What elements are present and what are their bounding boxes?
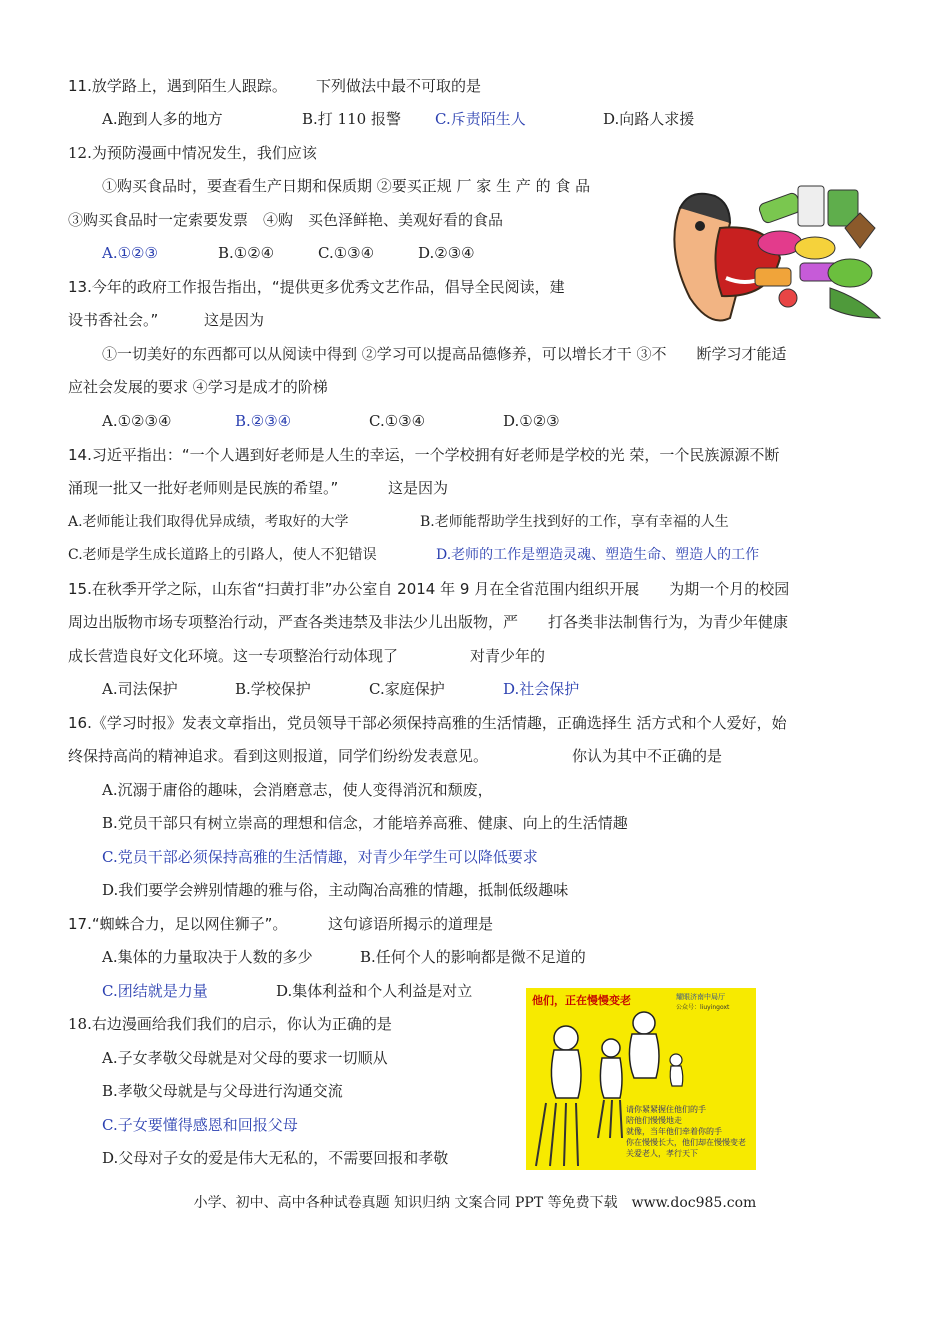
- q17-option-d: D.集体利益和个人利益是对立: [276, 982, 473, 1000]
- q17-option-b: B.任何个人的影响都是微不足道的: [360, 948, 586, 966]
- cartoon-caption-3: 就像，当年他们牵着你的手: [626, 1127, 722, 1136]
- q17-option-c: C.团结就是力量: [102, 982, 208, 1000]
- cartoon-caption-2: 陪他们慢慢地走: [626, 1116, 682, 1125]
- q12-option-d: D.②③④: [418, 244, 475, 262]
- q12-option-a: A.①②③: [102, 244, 158, 262]
- cartoon-account: 公众号：liuyingoxt: [676, 1004, 730, 1011]
- q14-option-a: A.老师能让我们取得优异成绩，考取好的大学: [68, 514, 349, 530]
- page-footer: 小学、初中、高中各种试卷真题 知识归纳 文案合同 PPT 等免费下载 www.doc985.com: [193, 1195, 757, 1211]
- cartoon-caption: [626, 1104, 746, 1159]
- q15-option-a: A.司法保护: [102, 680, 178, 698]
- cartoon-caption-4: 你在慢慢长大，他们却在慢慢变老: [626, 1138, 746, 1147]
- cartoon-brand: 耀眼济南中局厅: [676, 993, 725, 1001]
- q12-option-c: C.①③④: [318, 244, 375, 262]
- q15-option-b: B.学校保护: [235, 680, 311, 698]
- q13-option-b: B.②③④: [235, 412, 292, 430]
- q13-option-c: C.①③④: [369, 412, 426, 430]
- q13-option-d: D.①②③: [503, 412, 560, 430]
- cartoon-title: 他们，正在慢慢变老: [532, 994, 631, 1007]
- aging-parents-cartoon: [526, 988, 756, 1170]
- q11-stem-a: 11.放学路上，遇到陌生人跟踪。: [68, 77, 287, 95]
- q11-option-b: B.打 110 报警: [302, 110, 401, 128]
- q13-option-a: A.①②③④: [102, 412, 172, 430]
- q14-option-b: B.老师能帮助学生找到好的工作，享有幸福的人生: [420, 514, 729, 530]
- cartoon-caption-1: 请你紧紧握住他们的手: [626, 1105, 706, 1114]
- q11-stem-b: 下列做法中最不可取的是: [316, 77, 482, 95]
- q11-option-c: C.斥责陌生人: [435, 110, 526, 128]
- q15-option-c: C.家庭保护: [369, 680, 445, 698]
- food-safety-cartoon: [660, 168, 888, 340]
- food-safety-cartoon-drawing: [660, 168, 888, 340]
- cartoon-caption-5: 关爱老人，孝行天下: [626, 1149, 698, 1158]
- q11-option-d: D.向路人求援: [603, 110, 695, 128]
- q12-option-b: B.①②④: [218, 244, 275, 262]
- q14-option-d: D.老师的工作是塑造灵魂、塑造生命、塑造人的工作: [436, 547, 760, 563]
- q14-option-c: C.老师是学生成长道路上的引路人，使人不犯错误: [68, 547, 377, 563]
- q15-option-d: D.社会保护: [503, 680, 580, 698]
- q11-option-a: A.跑到人多的地方: [102, 110, 223, 128]
- q17-option-a: A.集体的力量取决于人数的多少: [102, 948, 313, 966]
